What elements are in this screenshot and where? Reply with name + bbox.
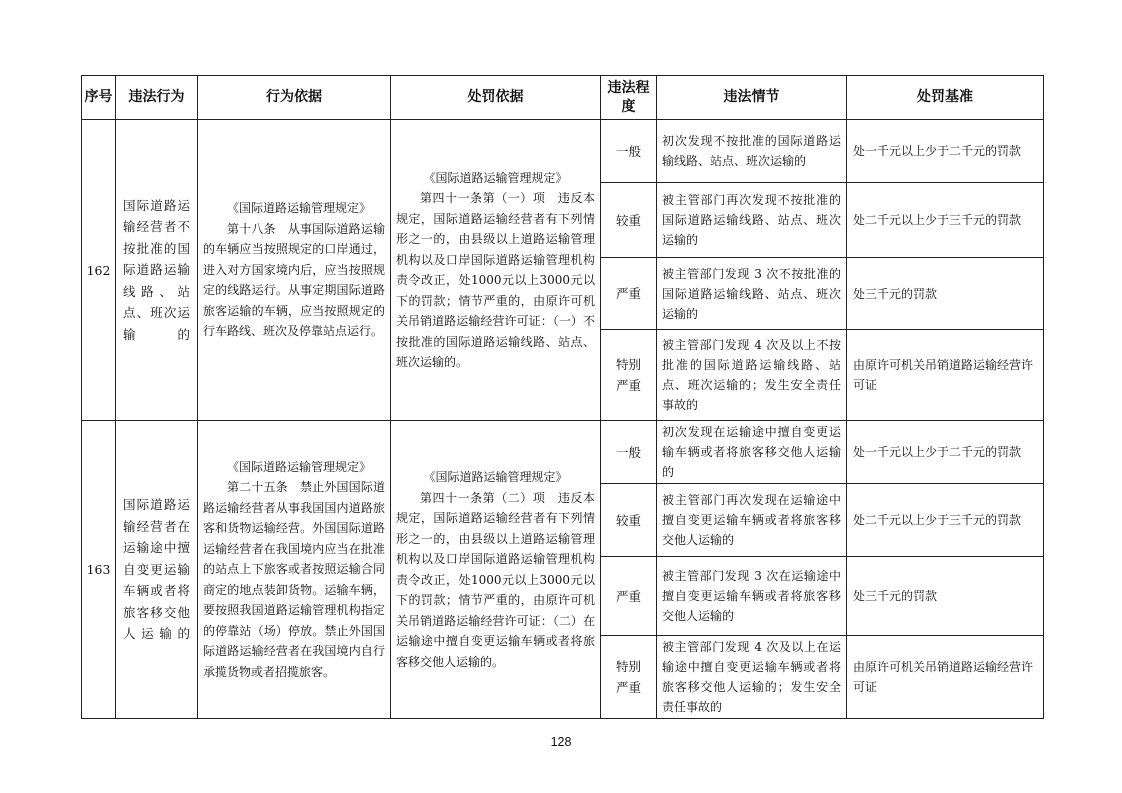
row-violation: 国际道路运输经营者在运输途中擅自变更运输车辆或者将旅客移交他人运输的 xyxy=(116,421,198,719)
row-penalty-basis xyxy=(391,120,601,421)
degree-text: 特别严重 xyxy=(615,659,641,695)
header-violation: 违法行为 xyxy=(116,76,198,120)
circumstance-cell: 被主管部门发现 3 次不按批准的国际道路运输线路、站点、班次运输的 xyxy=(657,258,847,330)
header-penalty-basis: 处罚依据 xyxy=(391,76,601,120)
circumstance-cell: 初次发现在运输途中擅自变更运输车辆或者将旅客移交他人运输的 xyxy=(657,421,847,484)
degree-cell: 一般 xyxy=(601,421,657,484)
degree-cell: 较重 xyxy=(601,183,657,258)
row-basis xyxy=(198,120,391,421)
basis-title: 《国际道路运输管理规定》 xyxy=(227,201,372,216)
standard-cell: 由原许可机关吊销道路运输经营许可证 xyxy=(847,330,1044,421)
header-degree: 违法程度 xyxy=(601,76,657,120)
header-circumstance: 违法情节 xyxy=(657,76,847,120)
penalty-title: 《国际道路运输管理规定》 xyxy=(423,170,568,185)
degree-cell: 严重 xyxy=(601,258,657,330)
penalty-text: 第四十一条第（二）项 违反本规定，国际道路运输经营者有下列情形之一的，由县级以上道路运输管理机构以及口岸国际道路运输管理机构责令改正，处1000元以上3000元以下的罚款；情节严重的，由原许可机关吊销道路运输经营许可证：（二）在运输途中擅自变更运输车辆或者将旅客移交他人运输的。 xyxy=(396,490,595,669)
basis-text: 第二十五条 禁止外国国际道路运输经营者从事我国国内道路旅客和货物运输经营。外国国际道路运输经营者在我国境内应当在批准的站点上下旅客或者按照运输合同商定的地点装卸货物。运输车辆，要按照我国道路运输管理机构指定的停靠站（场）停放。禁止外国国际道路运输经营者在我国境内自行承揽货物或者招揽旅客。 xyxy=(203,480,385,679)
degree-cell: 一般 xyxy=(601,120,657,183)
standard-cell: 由原许可机关吊销道路运输经营许可证 xyxy=(847,636,1044,719)
circumstance-cell: 被主管部门发现 3 次在运输途中擅自变更运输车辆或者将旅客移交他人运输的 xyxy=(657,557,847,636)
standard-cell: 处三千元的罚款 xyxy=(847,258,1044,330)
page-number: 128 xyxy=(550,735,572,749)
degree-cell xyxy=(601,636,657,719)
standard-cell: 处二千元以上少于三千元的罚款 xyxy=(847,183,1044,258)
standard-cell: 处二千元以上少于三千元的罚款 xyxy=(847,484,1044,557)
degree-text: 特别严重 xyxy=(615,357,641,393)
basis-text: 第十八条 从事国际道路运输的车辆应当按照规定的口岸通过，进入对方国家境内后，应当按照规定的线路运行。从事定期国际道路旅客运输的车辆，应当按照规定的行车路线、班次及停靠站点运行。 xyxy=(203,221,385,339)
row-violation: 国际道路运输经营者不按批准的国际道路运输线路、站点、班次运输的 xyxy=(116,120,198,421)
standard-cell: 处一千元以上少于二千元的罚款 xyxy=(847,421,1044,484)
standard-cell: 处三千元的罚款 xyxy=(847,557,1044,636)
circumstance-cell: 被主管部门再次发现不按批准的国际道路运输线路、站点、班次运输的 xyxy=(657,183,847,258)
penalty-text: 第四十一条第（一）项 违反本规定，国际道路运输经营者有下列情形之一的，由县级以上道路运输管理机构以及口岸国际道路运输管理机构责令改正，处1000元以上3000元以下的罚款；情节严重的，由原许可机关吊销道路运输经营许可证：（一）不按批准的国际道路运输线路、站点、班次运输的。 xyxy=(396,191,595,369)
degree-cell: 严重 xyxy=(601,557,657,636)
table-row xyxy=(82,421,1044,484)
circumstance-cell: 初次发现不按批准的国际道路运输线路、站点、班次运输的 xyxy=(657,120,847,183)
circumstance-cell: 被主管部门发现 4 次及以上不按批准的国际道路运输线路、站点、班次运输的；发生安全责任事故的 xyxy=(657,330,847,421)
standard-cell: 处一千元以上少于二千元的罚款 xyxy=(847,120,1044,183)
degree-cell xyxy=(601,330,657,421)
header-row xyxy=(82,76,1044,120)
penalty-standard-table xyxy=(81,75,1044,719)
header-seq: 序号 xyxy=(82,76,116,120)
row-penalty-basis xyxy=(391,421,601,719)
degree-cell: 较重 xyxy=(601,484,657,557)
table-row xyxy=(82,120,1044,183)
header-standard: 处罚基准 xyxy=(847,76,1044,120)
row-seq: 163 xyxy=(82,421,116,719)
header-basis: 行为依据 xyxy=(198,76,391,120)
penalty-title: 《国际道路运输管理规定》 xyxy=(423,470,568,484)
circumstance-cell: 被主管部门再次发现在运输途中擅自变更运输车辆或者将旅客移交他人运输的 xyxy=(657,484,847,557)
basis-title: 《国际道路运输管理规定》 xyxy=(227,459,372,474)
row-basis xyxy=(198,421,391,719)
circumstance-cell: 被主管部门发现 4 次及以上在运输途中擅自变更运输车辆或者将旅客移交他人运输的；发生安全责任事故的 xyxy=(657,636,847,719)
row-seq: 162 xyxy=(82,120,116,421)
